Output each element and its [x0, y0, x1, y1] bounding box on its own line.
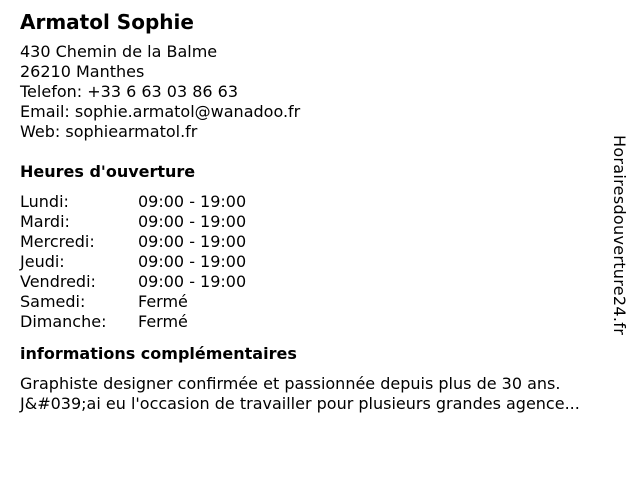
hours-row-sunday: [20, 312, 610, 332]
day-hours: Fermé: [138, 312, 188, 331]
hours-row-saturday: [20, 292, 610, 312]
email-line: Email: sophie.armatol@wanadoo.fr: [20, 102, 301, 121]
site-brand-watermark: Horairesdouverture24.fr: [610, 135, 629, 336]
day-label: Dimanche:: [20, 312, 107, 331]
day-hours: 09:00 - 19:00: [138, 232, 247, 251]
web-line: Web: sophiearmatol.fr: [20, 122, 198, 141]
business-name: Armatol Sophie: [20, 10, 194, 34]
day-label: Lundi:: [20, 192, 69, 211]
day-hours: 09:00 - 19:00: [138, 252, 247, 271]
hours-row-monday: [20, 192, 610, 212]
day-hours: 09:00 - 19:00: [138, 272, 247, 291]
hours-row-wednesday: [20, 232, 610, 252]
day-hours: 09:00 - 19:00: [138, 192, 247, 211]
day-label: Samedi:: [20, 292, 86, 311]
hours-row-friday: [20, 272, 610, 292]
address-line-1: 430 Chemin de la Balme: [20, 42, 218, 61]
day-label: Jeudi:: [20, 252, 65, 271]
opening-hours-table: [20, 192, 610, 332]
additional-info-title: informations complémentaires: [20, 344, 297, 363]
day-label: Mercredi:: [20, 232, 95, 251]
day-label: Mardi:: [20, 212, 70, 231]
hours-row-tuesday: [20, 212, 610, 232]
contact-block: [20, 42, 610, 142]
phone-line: Telefon: +33 6 63 03 86 63: [20, 82, 239, 101]
additional-info-text: Graphiste designer confirmée et passionnée depuis plus de 30 ans. J&#039;ai eu l'occasion de travailler pour plusieurs grandes agence...: [20, 374, 580, 413]
hours-row-thursday: [20, 252, 610, 272]
address-line-2: 26210 Manthes: [20, 62, 145, 81]
day-hours: 09:00 - 19:00: [138, 212, 247, 231]
day-hours: Fermé: [138, 292, 188, 311]
day-label: Vendredi:: [20, 272, 96, 291]
opening-hours-title: Heures d'ouverture: [20, 162, 196, 181]
business-card: [20, 10, 610, 414]
